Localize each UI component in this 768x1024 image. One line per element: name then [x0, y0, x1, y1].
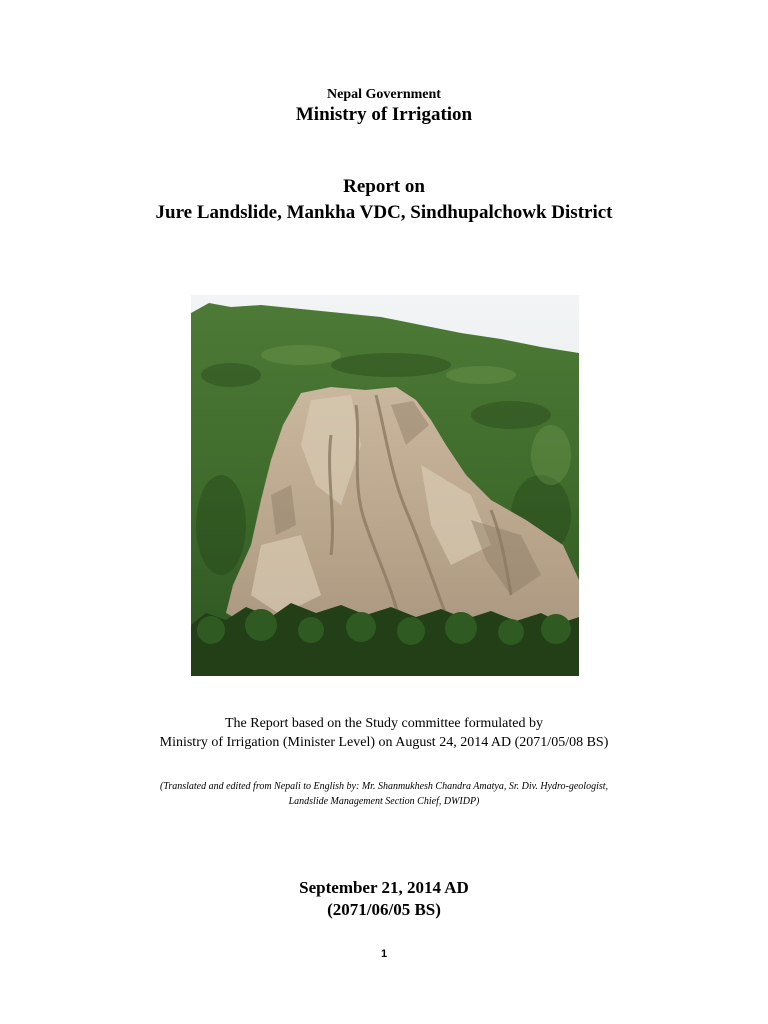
report-basis-line-1: The Report based on the Study committee formulated by	[224, 716, 544, 731]
ministry-name: Ministry of Irrigation	[295, 104, 473, 125]
government-name: Nepal Government	[327, 87, 441, 102]
report-label: Report on	[343, 176, 425, 197]
report-date-bs: (2071/06/05 BS)	[327, 900, 441, 919]
landslide-photo	[191, 295, 579, 676]
report-basis-line-2: Ministry of Irrigation (Minister Level) on August 24, 2014 AD (2071/05/08 BS)	[159, 735, 609, 750]
landslide-photo-illustration	[191, 295, 579, 676]
report-date-ad: September 21, 2014 AD	[299, 878, 469, 897]
page-number: 1	[380, 948, 388, 960]
report-title: Jure Landslide, Mankha VDC, Sindhupalchowk District	[155, 202, 613, 223]
translator-note-line-2: Landslide Management Section Chief, DWIDP)	[288, 796, 480, 807]
translator-note-line-1: (Translated and edited from Nepali to English by: Mr. Shanmukhesh Chandra Amatya, Sr. Div. Hydro-geologist,	[159, 781, 609, 792]
